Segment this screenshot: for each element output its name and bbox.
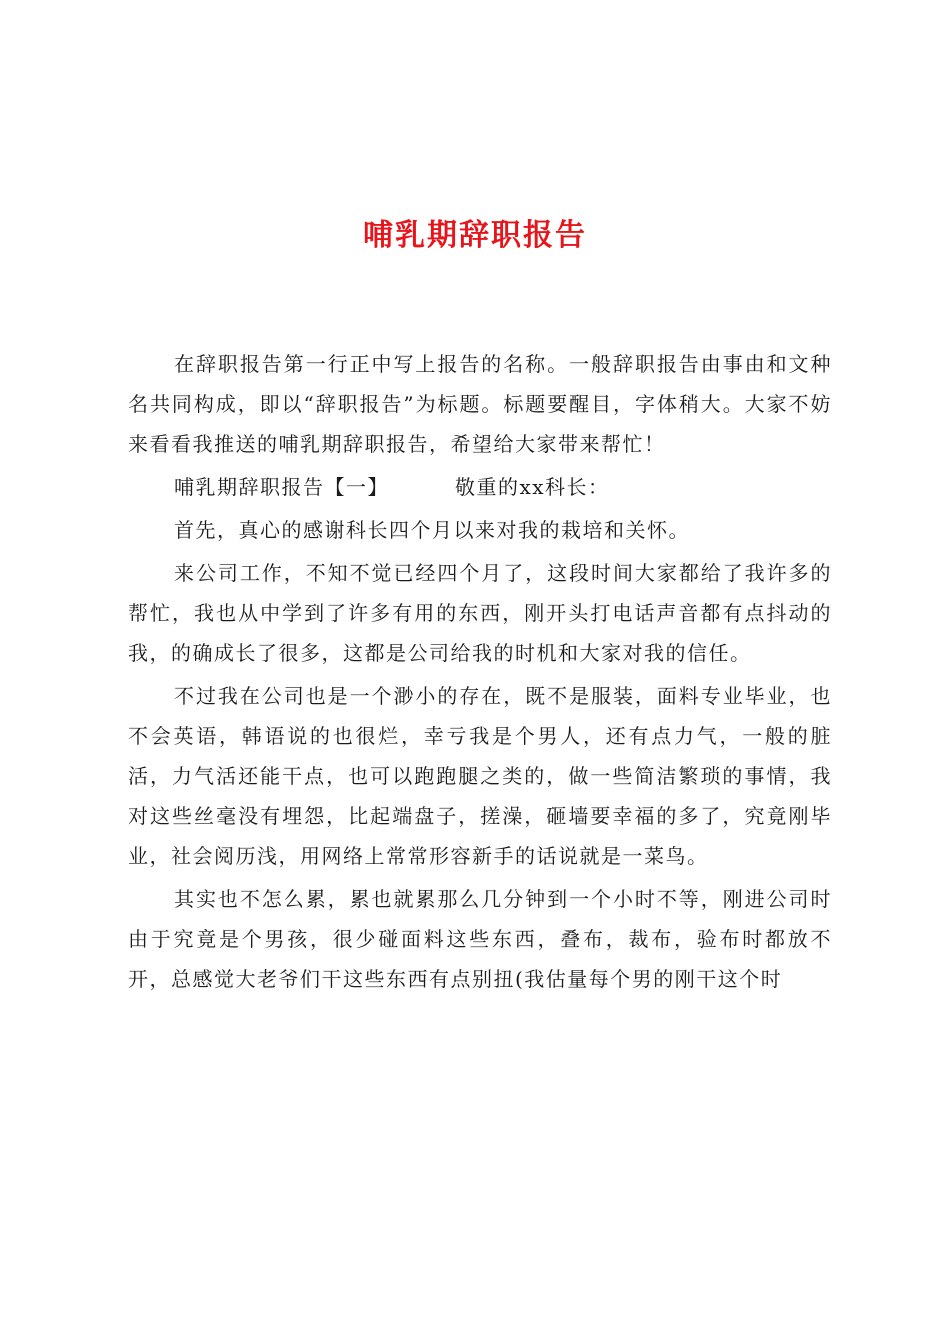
body-paragraph: 不过我在公司也是一个渺小的存在，既不是服装，面料专业毕业，也不会英语，韩语说的也很烂，幸亏我是个男人，还有点力气，一般的脏活，力气活还能干点，也可以跑跑腿之类的，做一些简洁繁琐的事情，我对这些丝毫没有埋怨，比起端盘子，搓澡，砸墙要幸福的多了，究竟刚毕业，社会阅历浅，用网络上常常形容新手的话说就是一菜鸟。 [128,684,832,868]
document-body [128,344,832,1002]
body-paragraph: 其实也不怎么累，累也就累那么几分钟到一个小时不等，刚进公司时由于究竟是个男孩，很少碰面料这些东西，叠布，裁布，验布时都放不开，总感觉大老爷们干这些东西有点别扭(我估量每个男的刚干这个时 [128,887,832,991]
section-heading-line [128,467,832,507]
body-paragraph: 来公司工作，不知不觉已经四个月了，这段时间大家都给了我许多的帮忙，我也从中学到了许多有用的东西，刚开头打电话声音都有点抖动的我，的确成长了很多，这都是公司给我的时机和大家对我的信任。 [128,561,832,665]
salutation: 敬重的xx科长： [455,475,610,499]
document-title: 哺乳期辞职报告 [363,218,587,253]
body-paragraph: 首先，真心的感谢科长四个月以来对我的栽培和关怀。 [174,518,690,542]
section-heading: 哺乳期辞职报告【一】 [174,475,389,499]
intro-paragraph: 在辞职报告第一行正中写上报告的名称。一般辞职报告由事由和文种名共同构成，即以“辞职报告”为标题。标题要醒目，字体稍大。大家不妨来看看我推送的哺乳期辞职报告，希望给大家带来帮忙！ [128,352,832,456]
